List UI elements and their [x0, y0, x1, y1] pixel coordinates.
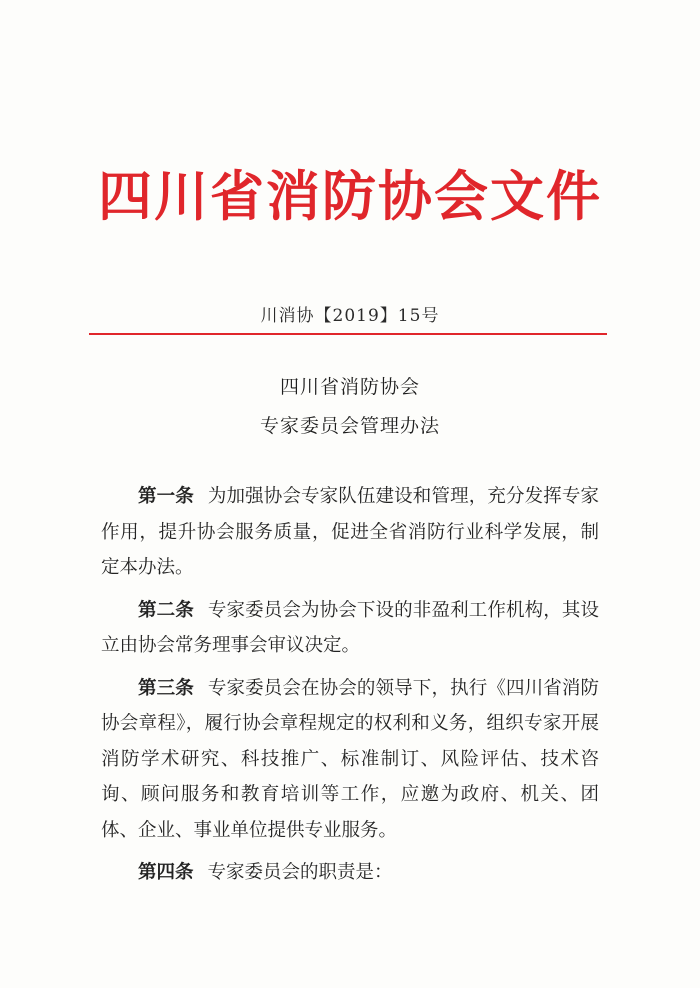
article-text: 专家委员会的职责是： — [207, 862, 393, 883]
article-label: 第四条 — [138, 862, 194, 883]
article-label: 第三条 — [138, 677, 194, 699]
article-paragraph — [101, 593, 599, 664]
document-body — [101, 479, 599, 898]
document-header-title: 四川省消防协会文件 — [98, 165, 602, 228]
article-paragraph — [101, 855, 599, 891]
article-label: 第二条 — [138, 599, 194, 621]
document-title-line2: 专家委员会管理办法 — [259, 415, 440, 437]
document-number: 川消协【2019】15号 — [260, 306, 440, 326]
article-text: 专家委员会在协会的领导下，执行《四川省消防协会章程》，履行协会章程规定的权利和义务，组织专家开展消防学术研究、科技推广、标准制订、风险评估、技术咨询、顾问服务和教育培训等工作，应邀为政府、机关、团体、企业、事业单位提供专业服务。 — [101, 677, 599, 841]
article-text: 专家委员会为协会下设的非盈利工作机构，其设立由协会常务理事会审议决定。 — [101, 599, 599, 656]
article-label: 第一条 — [138, 486, 194, 507]
red-divider-line — [89, 333, 607, 335]
article-text: 为加强协会专家队伍建设和管理，充分发挥专家作用，提升协会服务质量，促进全省消防行业科学发展，制定本办法。 — [101, 486, 599, 578]
document-title-line1: 四川省消防协会 — [279, 376, 420, 398]
article-paragraph — [101, 671, 599, 849]
article-paragraph — [101, 479, 599, 586]
